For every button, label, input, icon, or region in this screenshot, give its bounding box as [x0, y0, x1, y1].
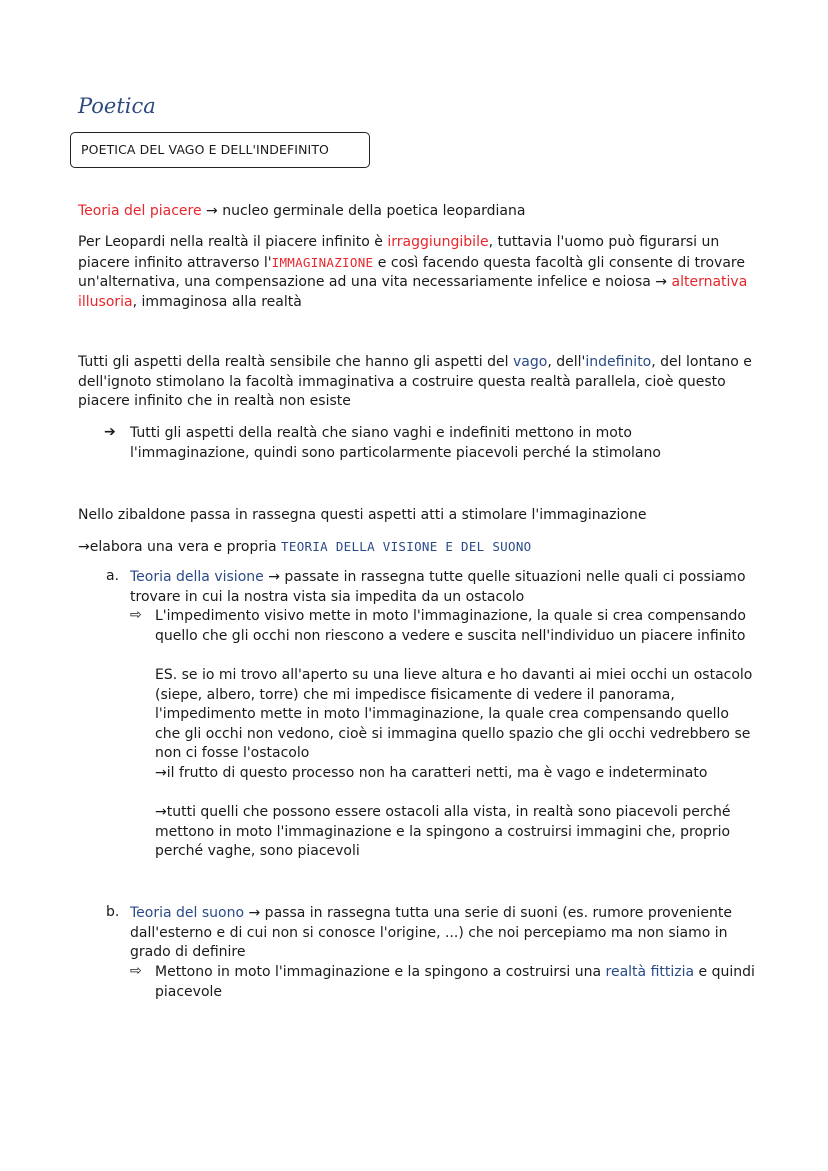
- text: e quindi piacevole: [155, 964, 755, 1000]
- keyword-teoria-visione-suono: TEORIA DELLA VISIONE E DEL SUONO: [281, 539, 532, 554]
- sub-item-ostacoli: →tutti quelli che possono essere ostacoli alla vista, in realtà sono piacevoli perché mettono in moto l'immaginazione e la spingono a costruirsi immagini che, proprio perché vaghe, sono piacevoli: [155, 804, 731, 859]
- sub-item-frutto: →il frutto di questo processo non ha caratteri netti, ma è vago e indeterminato: [155, 765, 708, 781]
- text: e così facendo questa facoltà gli consente di trovare un'alternativa, una compensazione ad una vita necessariamente infelice e noiosa →: [78, 254, 745, 290]
- paragraph-aspetti: [78, 353, 758, 412]
- text: , del lontano e dell'ignoto stimolano la facoltà immaginativa a costruire questa realtà parallela, cioè questo piacere infinito che in realtà non esiste: [78, 354, 752, 409]
- keyword-irraggiungibile: irraggiungibile: [387, 234, 489, 250]
- paragraph-teoria-piacere: [78, 202, 758, 222]
- list-marker-a: a.: [106, 568, 120, 584]
- keyword-indefinito: indefinito: [585, 354, 652, 370]
- text: Tutti gli aspetti della realtà sensibile che hanno gli aspetti del: [78, 354, 513, 370]
- paragraph-zibaldone: Nello zibaldone passa in rassegna questi aspetti atti a stimolare l'immaginazione: [78, 507, 647, 523]
- text: , tuttavia l'uomo può figurarsi un piacere infinito attraverso l': [78, 234, 720, 271]
- text: →elabora una vera e propria: [78, 539, 282, 555]
- section-heading-box: POETICA DEL VAGO E DELL'INDEFINITO: [70, 132, 370, 168]
- text: Per Leopardi nella realtà il piacere infinito è: [78, 234, 388, 250]
- text: , dell': [547, 354, 586, 370]
- paragraph-leopardi: [78, 233, 758, 312]
- keyword-immaginazione: IMMAGINAZIONE: [271, 254, 374, 270]
- keyword-teoria-visione: Teoria della visione: [130, 569, 264, 585]
- text: → passa in rassegna tutta una serie di suoni (es. rumore proveniente dall'esterno e di cui non si conosce l'origine, ...) che noi percepiamo ma non siamo in grado di definire: [130, 905, 732, 960]
- keyword-alternativa-illusoria: alternativa illusoria: [78, 274, 748, 310]
- paragraph-elabora: [78, 537, 758, 558]
- bullet-text: Tutti gli aspetti della realtà che siano vaghi e indefiniti mettono in moto l'immaginazione, quindi sono particolarmente piacevoli perché la stimolano: [130, 425, 661, 461]
- text: , immaginosa alla realtà: [132, 293, 302, 310]
- arrow-outline-icon: ⇨: [130, 607, 142, 623]
- list-item-teoria-visione: [130, 568, 750, 607]
- arrow-outline-icon: ⇨: [130, 963, 142, 979]
- keyword-vago: vago: [512, 354, 548, 370]
- text: → nucleo germinale della poetica leopardiana: [201, 203, 526, 219]
- keyword-teoria-suono: Teoria del suono: [130, 905, 245, 921]
- keyword-teoria-piacere: Teoria del piacere: [78, 203, 202, 219]
- list-marker-b: b.: [106, 904, 120, 920]
- sub-item-impedimento: L'impedimento visivo mette in moto l'immaginazione, la quale si crea compensando quello che gli occhi non riescono a vedere e suscita nell'individuo un piacere infinito: [155, 608, 746, 644]
- sub-item-esempio: ES. se io mi trovo all'aperto su una lieve altura e ho davanti ai miei occhi un ostacolo (siepe, albero, torre) che mi impedisce fisicamente di vedere il panorama, l'impedimento mette in moto l'immaginazione, la quale crea compensando quello che gli occhi non vedono, cioè si immagina quello spazio che gli occhi vedrebbero se non ci fosse l'ostacolo: [155, 667, 753, 761]
- text: Mettono in moto l'immaginazione e la spingono a costruirsi una: [155, 964, 606, 980]
- page-title: Poetica: [78, 94, 156, 118]
- arrow-bullet-icon: ➔: [104, 424, 116, 440]
- text: → passate in rassegna tutte quelle situazioni nelle quali ci possiamo trovare in cui la nostra vista sia impedita da un ostacolo: [130, 569, 746, 605]
- sub-item-realta-fittizia: [155, 963, 755, 1002]
- list-item-teoria-suono: [130, 904, 750, 963]
- keyword-realta-fittizia: realtà fittizia: [605, 964, 695, 980]
